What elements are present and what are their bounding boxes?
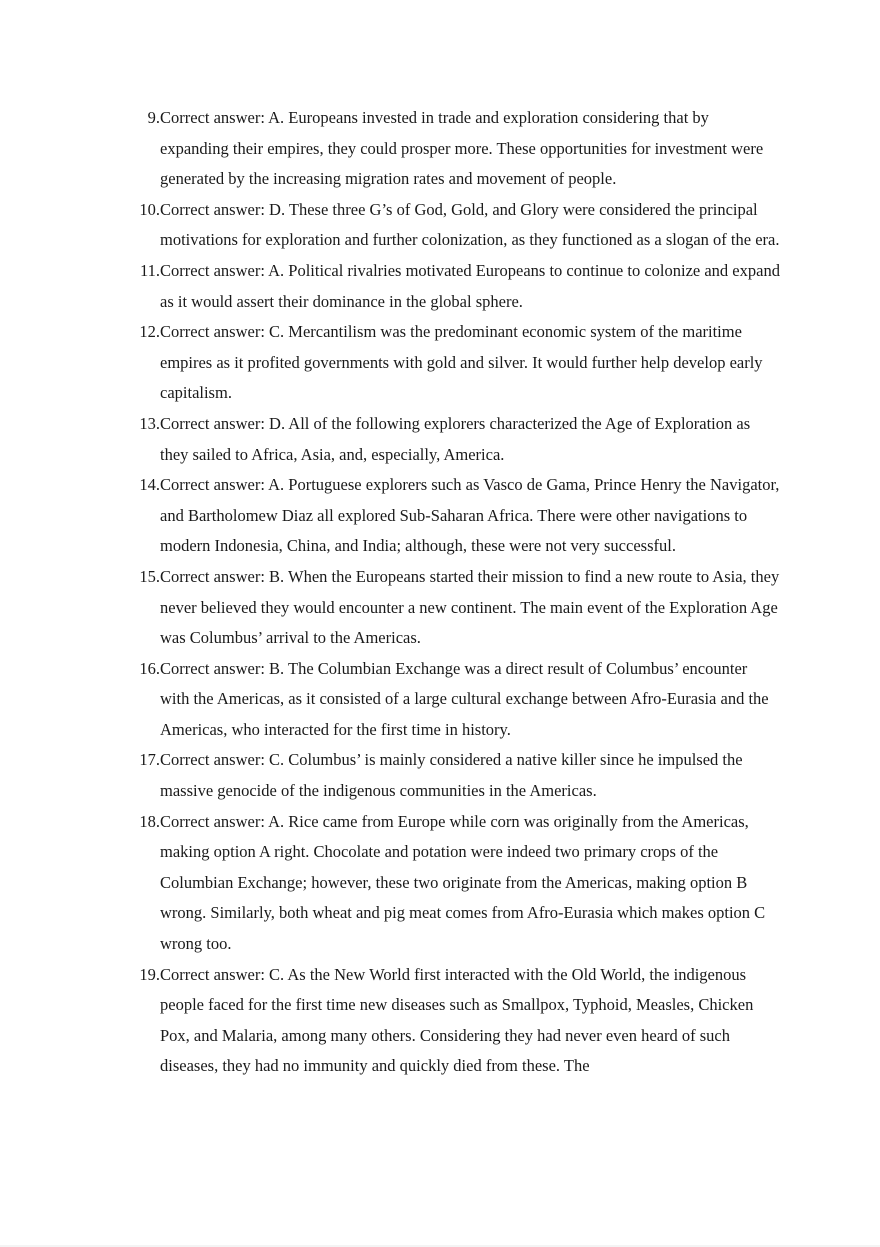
answer-item-9 — [147, 103, 780, 195]
answer-text: Correct answer: A. Rice came from Europe while corn was originally from the Americas, making option A right. Chocolate and potation were indeed two primary crops of the Columbian Exchange; however, these two originate from the Americas, making option B wrong. Similarly, both wheat and pig meat comes from Afro-Eurasia which makes option C wrong too. — [160, 811, 766, 954]
answer-text: Correct answer: D. All of the following explorers characterized the Age of Exploration as they sailed to Africa, Asia, and, especially, America. — [160, 413, 751, 464]
answer-item-12 — [139, 317, 780, 409]
answer-text: Correct answer: B. The Columbian Exchange was a direct result of Columbus’ encounter with the Americas, as it consisted of a large cultural exchange between Afro-Eurasia and the Americas, who interacted for the first time in history. — [160, 658, 769, 739]
answer-number: 14. — [139, 475, 160, 495]
answer-text: Correct answer: C. Columbus’ is mainly considered a native killer since he impulsed the massive genocide of the indigenous communities in the Americas. — [160, 750, 743, 801]
answer-text: Correct answer: D. These three G’s of God, Gold, and Glory were considered the principal motivations for exploration and further colonization, as they functioned as a slogan of the era. — [160, 199, 780, 250]
answer-number: 13. — [139, 413, 160, 433]
answer-text: Correct answer: C. As the New World first interacted with the Old World, the indigenous people faced for the first time new diseases such as Smallpox, Typhoid, Measles, Chicken Pox, and Malaria, among many others. Considering they had never even heard of such diseases, they had no immunity and quickly died from these. The — [160, 964, 754, 1076]
answer-text: Correct answer: C. Mercantilism was the predominant economic system of the maritime empires as it profited governments with gold and silver. It would further help develop early capitalism. — [160, 322, 763, 403]
answer-text: Correct answer: A. Europeans invested in trade and exploration considering that by expanding their empires, they could prosper more. These opportunities for investment were generated by the increasing migration rates and movement of people. — [160, 108, 764, 189]
answer-item-14 — [139, 470, 780, 562]
answer-number: 9. — [147, 108, 160, 127]
answer-item-11 — [139, 256, 780, 317]
answer-text: Correct answer: A. Portuguese explorers such as Vasco de Gama, Prince Henry the Navigator, and Bartholomew Diaz all explored Sub-Saharan Africa. There were other navigations to modern Indonesia, China, and India; although, these were not very successful. — [160, 475, 780, 556]
answer-item-18 — [139, 807, 780, 960]
answer-key-list — [0, 103, 880, 1082]
answer-text: Correct answer: B. When the Europeans started their mission to find a new route to Asia, they never believed they would encounter a new continent. The main event of the Exploration Age was Columbus’ arrival to the Americas. — [160, 566, 780, 648]
answer-number: 12. — [139, 322, 160, 342]
answer-number: 11. — [139, 260, 160, 280]
answer-number: 19. — [139, 964, 160, 984]
answer-item-17 — [139, 745, 780, 806]
answer-text: Correct answer: A. Political rivalries motivated Europeans to continue to colonize and expand as it would assert their dominance in the global sphere. — [160, 260, 780, 311]
answer-item-19 — [139, 960, 780, 1082]
answer-number: 17. — [139, 750, 160, 770]
answer-item-10 — [139, 195, 780, 256]
answer-item-13 — [139, 409, 780, 470]
answer-number: 18. — [139, 811, 160, 831]
answer-number: 10. — [139, 199, 160, 219]
answer-number: 15. — [139, 566, 160, 586]
answer-item-16 — [139, 654, 780, 746]
answer-number: 16. — [139, 658, 160, 678]
answer-item-15 — [139, 562, 780, 654]
